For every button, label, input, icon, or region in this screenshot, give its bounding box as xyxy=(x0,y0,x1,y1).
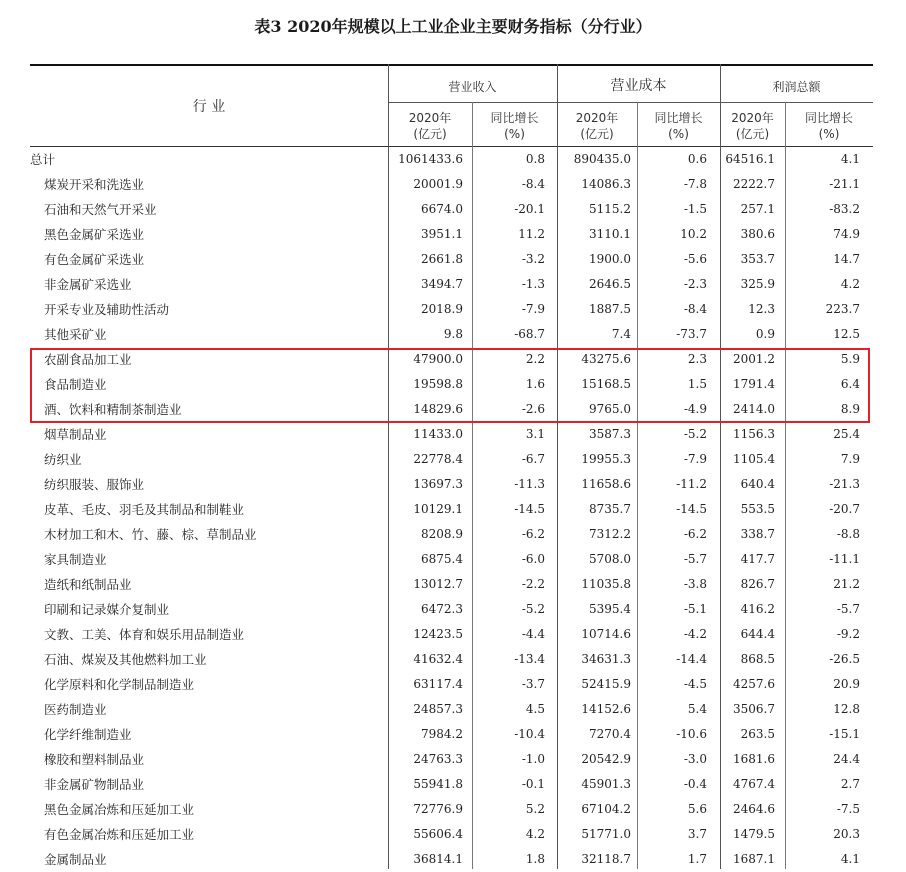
revenue-value: 3494.7 xyxy=(421,277,463,291)
year-label: 2020年 xyxy=(731,111,774,125)
revenue-growth: 1.8 xyxy=(525,852,545,866)
profit-growth: 4.1 xyxy=(840,852,860,866)
cost-growth: -5.7 xyxy=(683,552,707,566)
profit-value: 380.6 xyxy=(740,227,775,241)
revenue-growth: 5.2 xyxy=(525,802,545,816)
cost-value: 11035.8 xyxy=(581,577,631,591)
cost-value: 51771.0 xyxy=(581,827,631,841)
cost-value: 45901.3 xyxy=(581,777,631,791)
table-top-border xyxy=(30,64,873,66)
profit-growth: 8.9 xyxy=(840,402,860,416)
cost-value: 34631.3 xyxy=(581,652,631,666)
cost-growth: -7.9 xyxy=(683,452,707,466)
cost-value: 15168.5 xyxy=(581,377,631,391)
cost-value: 32118.7 xyxy=(581,852,631,866)
profit-value: 1687.1 xyxy=(733,852,775,866)
revenue-value: 22778.4 xyxy=(413,452,463,466)
profit-growth: 7.9 xyxy=(840,452,860,466)
cost-growth: 2.3 xyxy=(687,352,707,366)
profit-value: 12.3 xyxy=(748,302,775,316)
profit-value: 868.5 xyxy=(740,652,775,666)
profit-value: 826.7 xyxy=(740,577,775,591)
revenue-value: 14829.6 xyxy=(413,402,463,416)
industry-name: 皮革、毛皮、羽毛及其制品和制鞋业 xyxy=(44,502,245,517)
profit-value: 64516.1 xyxy=(725,152,775,166)
industry-name: 木材加工和木、竹、藤、棕、草制品业 xyxy=(44,527,257,542)
cost-growth: -10.6 xyxy=(676,727,707,741)
profit-growth: 6.4 xyxy=(840,377,860,391)
revenue-growth: -68.7 xyxy=(514,327,545,341)
revenue-value: 55941.8 xyxy=(413,777,463,791)
cost-value: 3110.1 xyxy=(589,227,631,241)
profit-value: 2414.0 xyxy=(733,402,775,416)
industry-name: 食品制造业 xyxy=(44,377,107,392)
revenue-value: 19598.8 xyxy=(413,377,463,391)
industry-name: 石油、煤炭及其他燃料加工业 xyxy=(44,652,207,667)
revenue-growth: 4.2 xyxy=(525,827,545,841)
cost-value: 1900.0 xyxy=(589,252,631,266)
industry-name: 造纸和纸制品业 xyxy=(44,577,132,592)
industry-name: 橡胶和塑料制品业 xyxy=(44,752,145,767)
table-row xyxy=(0,797,906,822)
unit-label: (亿元) xyxy=(735,127,770,141)
revenue-growth: 1.6 xyxy=(525,377,545,391)
table-row xyxy=(0,247,906,272)
revenue-value: 7984.2 xyxy=(421,727,463,741)
profit-value: 1791.4 xyxy=(733,377,775,391)
revenue-growth: -3.2 xyxy=(521,252,545,266)
revenue-value: 12423.5 xyxy=(413,627,463,641)
table-row xyxy=(0,297,906,322)
profit-value: 644.4 xyxy=(740,627,775,641)
revenue-value: 6674.0 xyxy=(421,202,463,216)
cost-growth: -0.4 xyxy=(683,777,707,791)
profit-value: 1156.3 xyxy=(733,427,775,441)
revenue-value: 24763.3 xyxy=(413,752,463,766)
table-row xyxy=(0,772,906,797)
profit-growth: 14.7 xyxy=(833,252,860,266)
profit-value: 353.7 xyxy=(740,252,775,266)
table-row xyxy=(0,447,906,472)
industry-name: 医药制造业 xyxy=(44,702,107,717)
profit-growth: 12.5 xyxy=(833,327,860,341)
revenue-value: 8208.9 xyxy=(421,527,463,541)
revenue-growth: -11.3 xyxy=(514,477,545,491)
industry-name: 总计 xyxy=(30,152,56,167)
revenue-value: 1061433.6 xyxy=(398,152,463,166)
profit-value: 3506.7 xyxy=(733,702,775,716)
revenue-value: 3951.1 xyxy=(421,227,463,241)
growth-label: 同比增长 xyxy=(490,111,539,125)
industry-name: 纺织服装、服饰业 xyxy=(44,477,145,492)
cost-header: 营业成本 xyxy=(610,78,667,94)
cost-growth: -4.2 xyxy=(683,627,707,641)
growth-label: 同比增长 xyxy=(654,111,703,125)
profit-value: 417.7 xyxy=(740,552,775,566)
table-row xyxy=(0,822,906,847)
cost-growth: -3.8 xyxy=(683,577,707,591)
profit-growth: 25.4 xyxy=(833,427,860,441)
cost-growth: -4.5 xyxy=(683,677,707,691)
profit-growth: -26.5 xyxy=(829,652,860,666)
cost-value: 890435.0 xyxy=(573,152,631,166)
cost-value: 7312.2 xyxy=(589,527,631,541)
profit-growth: 24.4 xyxy=(833,752,860,766)
revenue-value: 13012.7 xyxy=(413,577,463,591)
year-label: 2020年 xyxy=(408,111,452,125)
industry-name: 有色金属冶炼和压延加工业 xyxy=(44,827,195,842)
profit-header: 利润总额 xyxy=(772,80,821,94)
profit-growth: -21.1 xyxy=(829,177,860,191)
industry-name: 非金属矿物制品业 xyxy=(44,777,145,792)
profit-value: 553.5 xyxy=(740,502,775,516)
revenue-growth: 3.1 xyxy=(525,427,545,441)
cost-growth: -2.3 xyxy=(683,277,707,291)
profit-value: 640.4 xyxy=(740,477,775,491)
cost-value: 9765.0 xyxy=(589,402,631,416)
cost-value: 1887.5 xyxy=(589,302,631,316)
revenue-value: 6875.4 xyxy=(421,552,463,566)
revenue-growth: -0.1 xyxy=(521,777,545,791)
revenue-growth: -14.5 xyxy=(514,502,545,516)
cost-growth: -5.2 xyxy=(683,427,707,441)
table-row xyxy=(0,647,906,672)
industry-name: 有色金属矿采选业 xyxy=(44,252,145,267)
table-row xyxy=(0,697,906,722)
cost-value: 19955.3 xyxy=(581,452,631,466)
revenue-growth: -2.6 xyxy=(521,402,545,416)
industry-name: 家具制造业 xyxy=(44,552,107,567)
profit-value: 416.2 xyxy=(740,602,775,616)
profit-value: 2464.6 xyxy=(733,802,775,816)
header-divider xyxy=(388,102,873,103)
cost-growth: -4.9 xyxy=(683,402,707,416)
cost-growth: 3.7 xyxy=(687,827,707,841)
profit-growth: 21.2 xyxy=(833,577,860,591)
revenue-growth: -7.9 xyxy=(521,302,545,316)
cost-growth: -8.4 xyxy=(683,302,707,316)
industry-name: 非金属矿采选业 xyxy=(44,277,132,292)
cost-value: 11658.6 xyxy=(581,477,631,491)
profit-value: 263.5 xyxy=(740,727,775,741)
profit-growth: 20.9 xyxy=(833,677,860,691)
revenue-value: 6472.3 xyxy=(421,602,463,616)
profit-value: 4257.6 xyxy=(733,677,775,691)
table-body xyxy=(0,147,906,872)
profit-growth: -83.2 xyxy=(829,202,860,216)
cost-value: 52415.9 xyxy=(581,677,631,691)
revenue-growth: -20.1 xyxy=(514,202,545,216)
table-row xyxy=(0,222,906,247)
revenue-value: 24857.3 xyxy=(413,702,463,716)
industry-name: 金属制品业 xyxy=(44,852,107,867)
cost-value: 14152.6 xyxy=(581,702,631,716)
revenue-growth: -1.3 xyxy=(521,277,545,291)
industry-name: 文教、工美、体育和娱乐用品制造业 xyxy=(44,627,245,642)
profit-growth: 223.7 xyxy=(825,302,860,316)
revenue-growth: 0.8 xyxy=(525,152,545,166)
profit-growth: -11.1 xyxy=(829,552,860,566)
year-label: 2020年 xyxy=(575,111,619,125)
table-row xyxy=(0,847,906,872)
cost-value: 43275.6 xyxy=(581,352,631,366)
industry-name: 黑色金属冶炼和压延加工业 xyxy=(44,802,195,817)
profit-growth: -5.7 xyxy=(836,602,860,616)
revenue-growth: -8.4 xyxy=(521,177,545,191)
revenue-growth: -4.4 xyxy=(521,627,545,641)
table-row xyxy=(0,322,906,347)
unit-label: (亿元) xyxy=(580,127,614,141)
profit-growth: 20.3 xyxy=(833,827,860,841)
cost-value: 3587.3 xyxy=(589,427,631,441)
profit-value: 0.9 xyxy=(755,327,775,341)
table-row xyxy=(0,422,906,447)
industry-header: 行 业 xyxy=(192,99,226,115)
cost-value: 7.4 xyxy=(611,327,631,341)
profit-value: 325.9 xyxy=(740,277,775,291)
cost-growth: -5.6 xyxy=(683,252,707,266)
cost-year-header xyxy=(557,110,637,142)
profit-growth: 4.2 xyxy=(840,277,860,291)
profit-value: 1105.4 xyxy=(733,452,775,466)
cost-growth: -7.8 xyxy=(683,177,707,191)
industry-name: 开采专业及辅助性活动 xyxy=(44,302,170,317)
profit-value: 338.7 xyxy=(740,527,775,541)
cost-value: 10714.6 xyxy=(581,627,631,641)
growth-label: 同比增长 xyxy=(804,111,853,125)
profit-growth-header xyxy=(785,110,873,142)
table-row xyxy=(0,622,906,647)
profit-value: 4767.4 xyxy=(733,777,775,791)
profit-value: 257.1 xyxy=(740,202,775,216)
cost-growth: 0.6 xyxy=(687,152,707,166)
profit-growth: -9.2 xyxy=(836,627,860,641)
table-row xyxy=(0,597,906,622)
cost-growth: -14.4 xyxy=(676,652,707,666)
cost-value: 20542.9 xyxy=(581,752,631,766)
revenue-value: 2018.9 xyxy=(421,302,463,316)
cost-growth-header xyxy=(637,110,720,142)
highlight-box xyxy=(30,348,870,423)
revenue-value: 2661.8 xyxy=(421,252,463,266)
profit-growth: -15.1 xyxy=(829,727,860,741)
unit-label: (亿元) xyxy=(413,127,447,141)
cost-growth: 10.2 xyxy=(680,227,707,241)
table-row xyxy=(0,672,906,697)
percent-label: (%) xyxy=(504,127,525,141)
cost-value: 5115.2 xyxy=(589,202,631,216)
table-row xyxy=(0,197,906,222)
revenue-value: 47900.0 xyxy=(413,352,463,366)
percent-label: (%) xyxy=(818,127,840,141)
profit-year-header xyxy=(720,110,785,142)
cost-value: 2646.5 xyxy=(589,277,631,291)
profit-value: 1681.6 xyxy=(733,752,775,766)
industry-name: 化学纤维制造业 xyxy=(44,727,132,742)
cost-value: 7270.4 xyxy=(589,727,631,741)
revenue-growth-header xyxy=(472,110,557,142)
industry-name: 煤炭开采和洗选业 xyxy=(44,177,145,192)
cost-growth: 5.6 xyxy=(687,802,707,816)
revenue-growth: -13.4 xyxy=(514,652,545,666)
revenue-value: 13697.3 xyxy=(413,477,463,491)
cost-value: 14086.3 xyxy=(581,177,631,191)
industry-name: 黑色金属矿采选业 xyxy=(44,227,145,242)
profit-growth: 74.9 xyxy=(833,227,860,241)
profit-growth: 5.9 xyxy=(840,352,860,366)
profit-growth: 2.7 xyxy=(840,777,860,791)
revenue-growth: -10.4 xyxy=(514,727,545,741)
revenue-growth: -6.7 xyxy=(521,452,545,466)
table-row xyxy=(0,522,906,547)
profit-growth: -21.3 xyxy=(829,477,860,491)
table-title: 表3 2020年规模以上工业企业主要财务指标（分行业） xyxy=(254,17,652,36)
table-row xyxy=(0,722,906,747)
table-row xyxy=(0,472,906,497)
table-row xyxy=(0,147,906,172)
table-row xyxy=(0,572,906,597)
revenue-value: 41632.4 xyxy=(413,652,463,666)
revenue-value: 9.8 xyxy=(443,327,463,341)
industry-name: 石油和天然气开采业 xyxy=(44,202,157,217)
profit-value: 2222.7 xyxy=(733,177,775,191)
revenue-growth: -2.2 xyxy=(521,577,545,591)
revenue-year-header xyxy=(388,110,472,142)
revenue-value: 11433.0 xyxy=(413,427,463,441)
cost-value: 8735.7 xyxy=(589,502,631,516)
percent-label: (%) xyxy=(668,127,689,141)
cost-growth: -14.5 xyxy=(676,502,707,516)
cost-growth: -6.2 xyxy=(683,527,707,541)
cost-growth: 1.5 xyxy=(687,377,707,391)
table-row xyxy=(0,747,906,772)
table-row xyxy=(0,497,906,522)
revenue-growth: -6.0 xyxy=(521,552,545,566)
profit-growth: -20.7 xyxy=(829,502,860,516)
industry-name: 印刷和记录媒介复制业 xyxy=(44,602,170,617)
revenue-growth: -6.2 xyxy=(521,527,545,541)
cost-growth: -3.0 xyxy=(683,752,707,766)
revenue-growth: 2.2 xyxy=(525,352,545,366)
cost-growth: -73.7 xyxy=(676,327,707,341)
profit-growth: -7.5 xyxy=(836,802,860,816)
industry-name: 纺织业 xyxy=(44,452,82,467)
cost-value: 5395.4 xyxy=(589,602,631,616)
revenue-growth: -1.0 xyxy=(521,752,545,766)
cost-growth: 1.7 xyxy=(687,852,707,866)
cost-growth: -11.2 xyxy=(676,477,707,491)
industry-name: 烟草制品业 xyxy=(44,427,107,442)
cost-growth: 5.4 xyxy=(687,702,707,716)
revenue-growth: 4.5 xyxy=(525,702,545,716)
table-row xyxy=(0,172,906,197)
table-row xyxy=(0,272,906,297)
revenue-growth: -3.7 xyxy=(521,677,545,691)
revenue-value: 72776.9 xyxy=(413,802,463,816)
profit-growth: 12.8 xyxy=(833,702,860,716)
cost-growth: -1.5 xyxy=(683,202,707,216)
industry-name: 其他采矿业 xyxy=(44,327,107,342)
revenue-value: 20001.9 xyxy=(413,177,463,191)
cost-value: 67104.2 xyxy=(581,802,631,816)
cost-value: 5708.0 xyxy=(589,552,631,566)
table-row xyxy=(0,547,906,572)
revenue-value: 10129.1 xyxy=(413,502,463,516)
revenue-header: 营业收入 xyxy=(448,80,497,94)
revenue-growth: 11.2 xyxy=(518,227,545,241)
industry-name: 农副食品加工业 xyxy=(44,352,132,367)
industry-name: 化学原料和化学制品制造业 xyxy=(44,677,195,692)
profit-value: 2001.2 xyxy=(733,352,775,366)
revenue-value: 63117.4 xyxy=(413,677,463,691)
profit-value: 1479.5 xyxy=(733,827,775,841)
industry-name: 酒、饮料和精制茶制造业 xyxy=(44,402,182,417)
profit-growth: -8.8 xyxy=(836,527,860,541)
revenue-growth: -5.2 xyxy=(521,602,545,616)
revenue-value: 36814.1 xyxy=(413,852,463,866)
revenue-value: 55606.4 xyxy=(413,827,463,841)
cost-growth: -5.1 xyxy=(683,602,707,616)
profit-growth: 4.1 xyxy=(840,152,860,166)
